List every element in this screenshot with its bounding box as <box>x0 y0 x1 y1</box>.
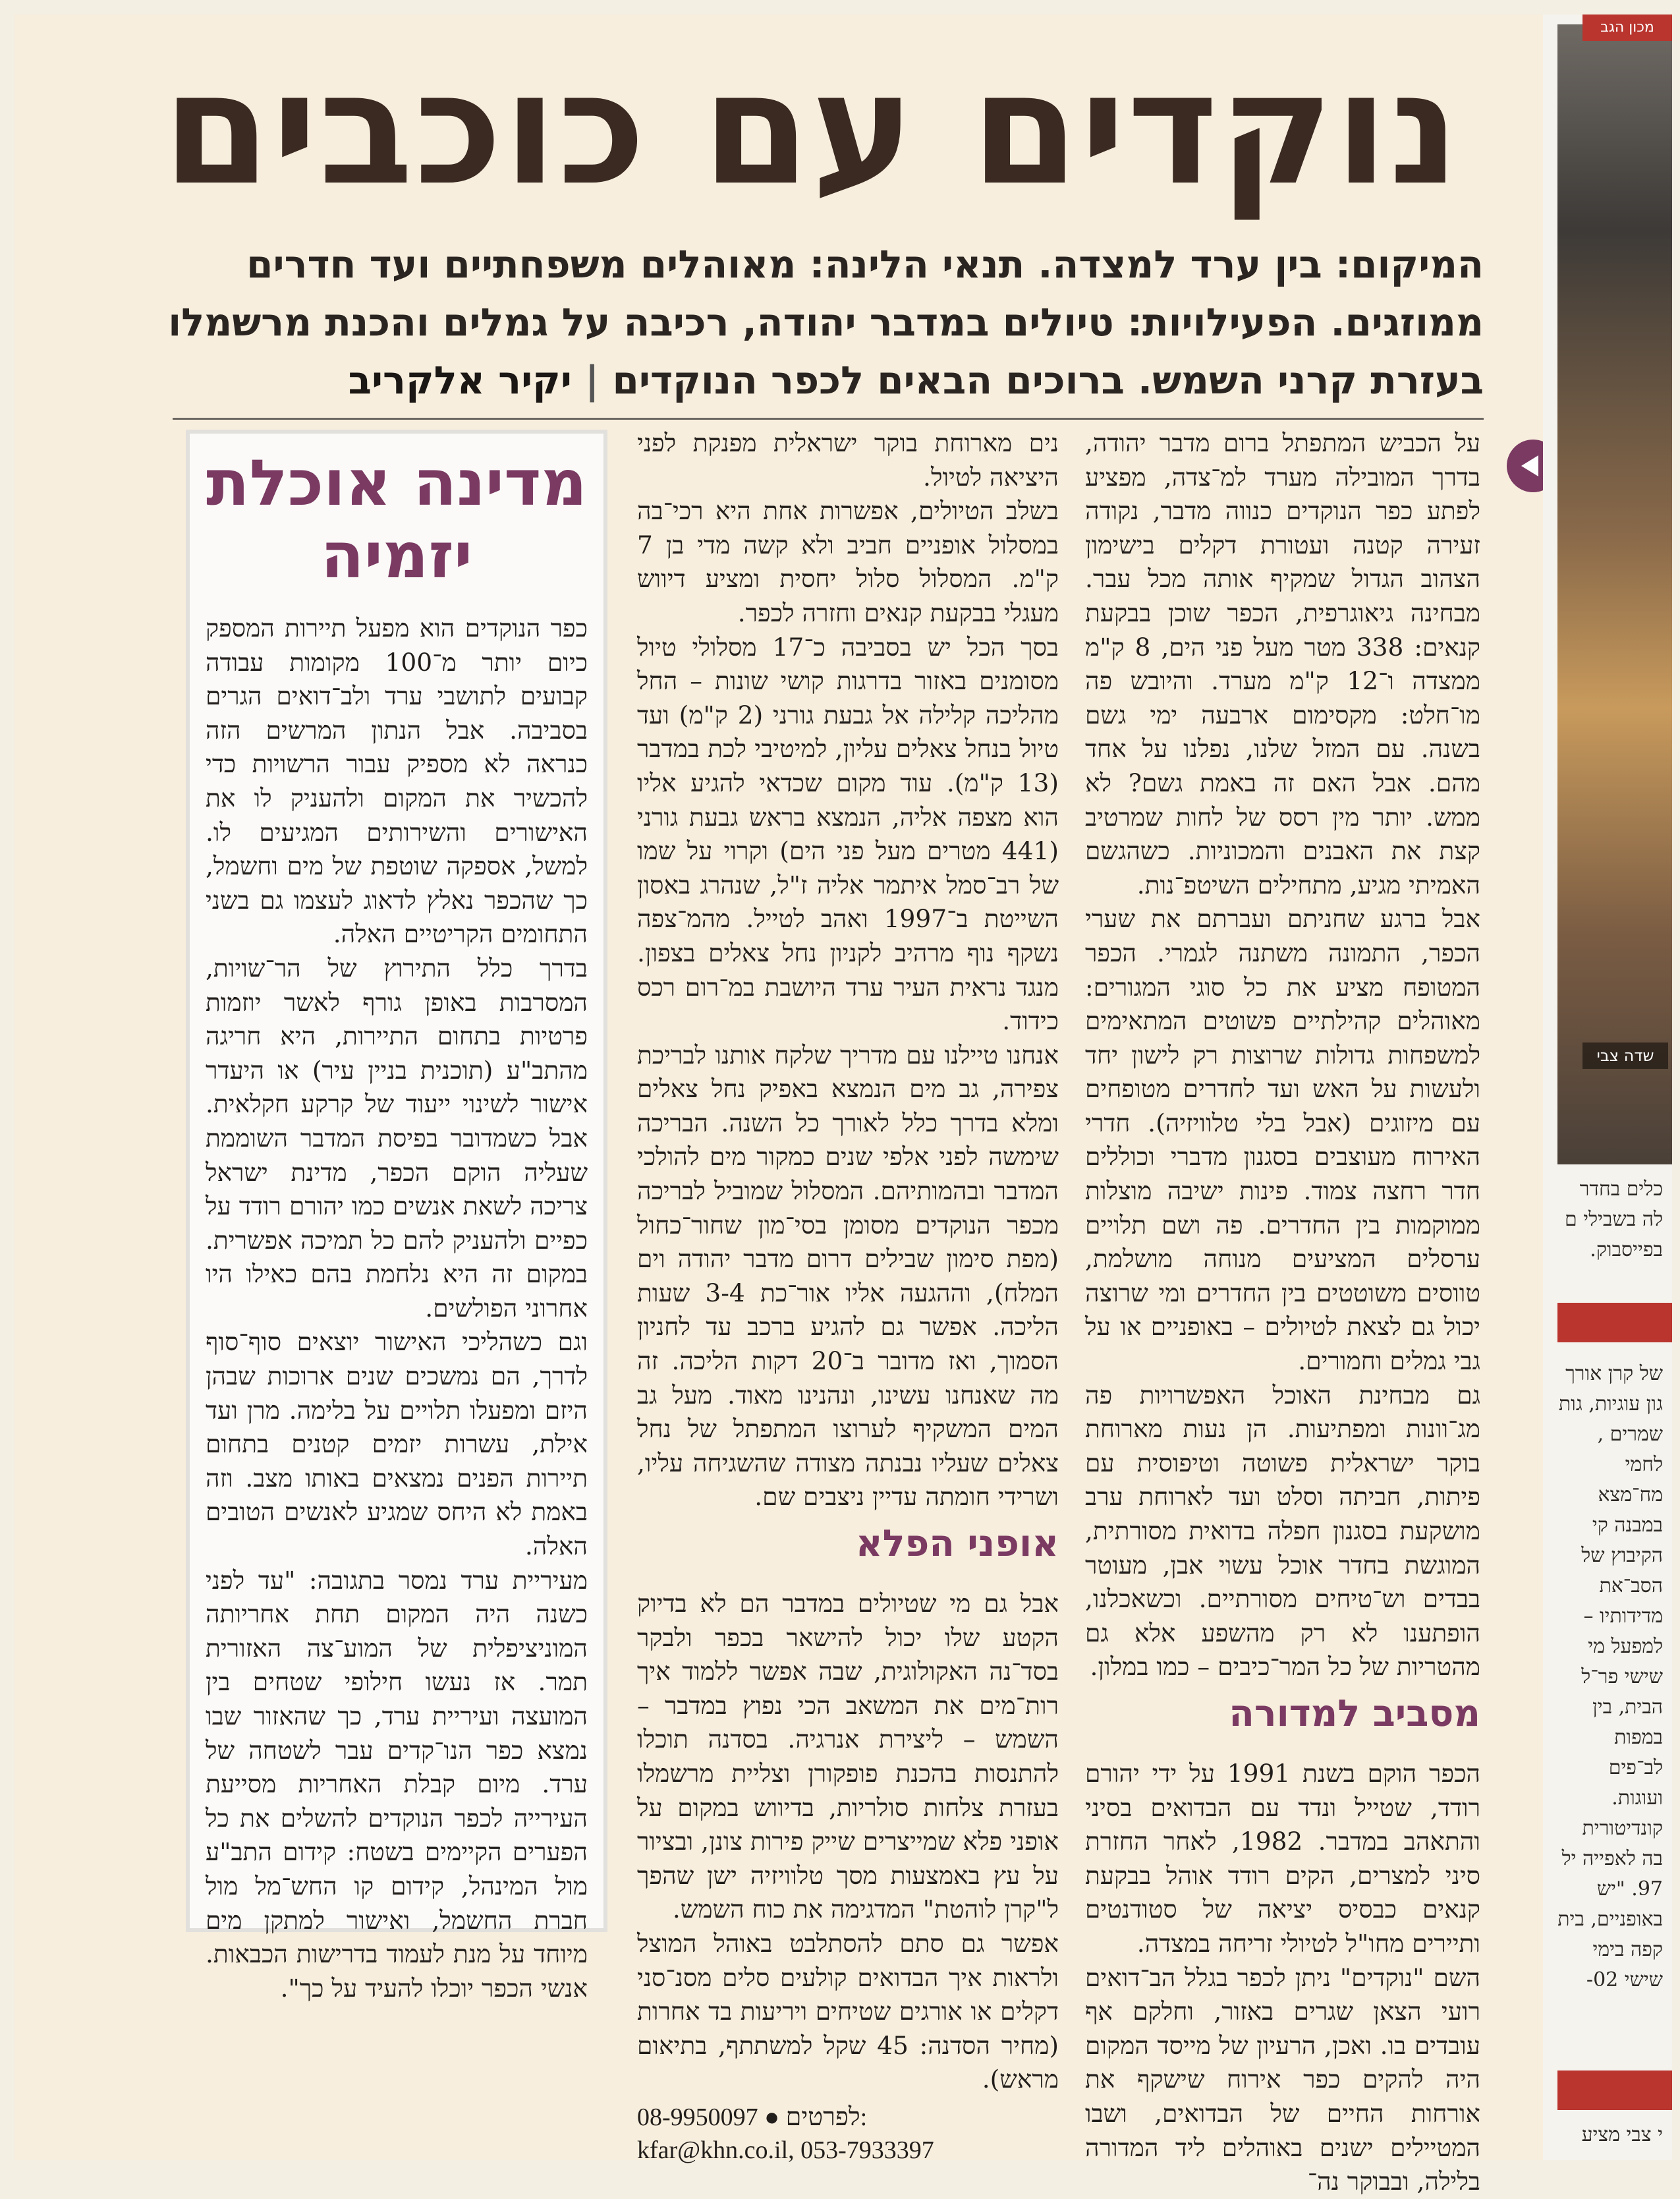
paragraph: מעיריית ערד נמסר בתגובה: "עד לפני כשנה היה המקום תחת אחריותה המוניציפלית של המוע־צה האזורית תמר. אז נעשו חילופי שטחים בין המועצה ועיריית ערד, כך שהאזור שבו נמצא כפר הנו־קדים עבר לשטחה של ערד. מיום קבלת האחריות מסייעת העירייה לכפר הנוקדים להשלים את כל הפערים הקיימים בשטח: קידום התב"ע מול המינהל, קידום קו החש־מל מול חברת החשמל, ואישור למתקן מים מיוחד על מנת לעמוד בדרישות הכבאות. אנשי הכפר יוכלו להעיד על כך". <box>206 1565 588 2003</box>
photo <box>1557 24 1672 1164</box>
phone-2: 053-7933397 <box>800 2136 934 2164</box>
subhead: אופני הפלא <box>855 1522 1059 1565</box>
paragraph: בסך הכל יש בסביבה כ־17 מסלולי טיול מסומנים באזור בדרגות קושי שונות – החל מהליכה קלילה אל גבעת גורני (2 ק"מ) ועד טיול בנחל צאלים עליון, למיטיבי לכת במדבר (13 ק"מ). עוד מקום שכדאי להגיע אליו הוא מצפה אליה, הנמצא בראש גבעת גורני (441 מטרים מעל פני הים) וקרוי על שמו של רב־סמל איתמר אליה ז"ל, שנהרג באסון השייטת ב־1997 ואהב לטייל. מהמ־צפה נשקף נוף מרהיב לקניון נחל צאלים בצפון. מנגד נראית העיר ערד היושבת במ־רום רכס כידוד. <box>637 632 1059 1036</box>
paragraph: כפר הנוקדים הוא מפעל תיירות המספק כיום יותר מ־100 מקומות עבודה קבועים לתושבי ערד ולב־דואים הגרים בסביבה. אבל הנתון המרשים הזה כנראה לא מספיק עבור הרשויות כדי להכשיר את המקום ולהעניק לו את האישורים והשירותים המגיעים לו. למשל, אספקה שוטפת של מים וחשמל, כך שהכפר נאלץ לדאוג לעצמו גם בשני התחומים הקריטיים האלה. <box>206 614 588 949</box>
paragraph: אבל גם מי שטיולים במדבר הם לא בדיוק הקטע שלו יכול להישאר בכפר ולבקר בסד־נה האקולוגית, שבה אפשר ללמוד איך רות־מים את המשאב הכי נפוץ במדבר – השמש – ליצירת אנרגיה. בסדנה תוכלו להתנסות בהכנת פופקורן וצליית מרשמלו בעזרת צלחות סולריות, בדיווש במקום על אופני פלא שמייצרים שייק פירות צונן, ובציור על עץ באמצעות מסך טלוויזיה ישן שהפך ל"קרן לוהטת" המדגימה את כוח השמש. <box>637 1589 1059 1924</box>
divider <box>173 418 1484 420</box>
paragraph: אבל ברגע שחניתם ועברתם את שערי הכפר, התמונה משתנה לגמרי. הכפר המטופח מציע את כל סוגי המגורים: מאוהלים קהילתיים פשוטים המתאימים למשפחות גדולות שרוצות רק לישון יחד ולעשות על האש ועד לחדרים מטופחים עם מיזוגים (אבל בלי טלוויזיה). חדרי האירוח מעוצבים בסגנון מדברי וכוללים חדר רחצה צמוד. פינות ישיבה מוצלות ממוקמות בין החדרים. פה ושם תלויים ערסלים המציעים מנוחה מושלמת, טווסים משוטטים בין החדרים ומי שרוצה יכול גם לצאת לטיולים – באופניים או על גבי גמלים וחמורים. <box>1085 904 1480 1376</box>
deck-separator: | <box>585 358 600 403</box>
deck-text: המיקום: בין ערד למצדה. תנאי הלינה: מאוהלים משפחתיים ועד חדרים ממוזגים. הפעילויות: טיולים במדבר יהודה, רכיבה על גמלים והכנת מרשמלו בעזרת קרני השמש. ברוכים הבאים לכפר הנוקדים <box>168 242 1484 403</box>
deck <box>166 235 1484 409</box>
strip-text: של קרן אורך גון עוגיות, גות שמרים , לחמי מח־מצא במבנה קי הקיבוץ של הסב־את מדידותיו – למפעל מי שישי פר־ל הבית, בין במפות לב־פים ועוגות. קונדיטורית בה לאפייה יל 97. "יש באופניים, בית קפה בימי שישי 02- <box>1557 1362 1663 1991</box>
strip-text: כלים בחדר לה בשבילי ם בפייסבוק. <box>1564 1178 1663 1261</box>
paragraph: בדרך כלל התירוץ של הר־שויות, המסרבות באופן גורף לאשר יוזמות פרטיות בתחום התיירות, היא חריגה מהתב"ע (תוכנית בניין עיר) או היעדר אישור לשינוי ייעוד של קרקע חקלאית. אבל כשמדובר בפיסת המדבר השוממת שעליה הוקם הכפר, מדינת ישראל צריכה לשאת אנשים כמו יהורם רודד על כפיים ולהעניק להם כל תמיכה אפשרית. במקום זה היא נלחמת בהם כאילו היו אחרוני הפולשים. <box>206 953 588 1323</box>
red-bar <box>1557 1303 1672 1342</box>
photo-credit: שדה צבי <box>1582 1042 1668 1069</box>
strip-text: י צבי מציע <box>1581 2123 1663 2146</box>
byline: יקיר אלקריב <box>348 358 572 403</box>
contact-info: 08-9950097 ● לפרטים: kfar@khn.co.il, 053-7933397 <box>637 2103 934 2164</box>
paragraph: אנחנו טיילנו עם מדריך שלקח אותנו לבריכת צפירה, גב מים הנמצא באפיק נחל צאלים ומלא בדרך כלל לאורך כל השנה. הבריכה שימשה לפני אלפי שנים כמקור מים להולכי המדבר ובהמותיהם. המסלול שמוביל לבריכה מכפר הנוקדים מסומן בסי־מון שחור־כחול (מפת סימון שבילים דרום מדבר יהודה וים המלח), וההגעה אליו אור־כת 3-4 שעות הליכה. אפשר גם להגיע ברכב עד לחניון הסמוך, ואז מדובר ב־20 דקות הליכה. זה מה שאנחנו עשינו, ונהנינו מאוד. מעל גב המים המשקיף לערוצו המתפתל של נחל צאלים שעליו נבנתה מצודה שהשגיחה עליו, ושרידי חומתה עדיין ניצבים שם. <box>637 1040 1059 1512</box>
email: kfar@khn.co.il <box>637 2136 789 2164</box>
phone-1: 08-9950097 <box>637 2103 758 2131</box>
paragraph: הכפר הוקם בשנת 1991 על ידי יהורם רודד, שטייל ונדד עם הבדואים בסיני והתאהב במדבר. 1982, לאחר החזרת סיני למצרים, הקים רודד אוהל בבקעת קנאים כבסיס יציאה של סטודנטים ותיירים מחו"ל לטיולי זריחה במצדה. <box>1085 1758 1480 1958</box>
article <box>14 14 1543 2196</box>
column-1 <box>1085 426 1480 2199</box>
section-tag: מכון הגב <box>1582 14 1672 41</box>
paragraph: על הכביש המתפתל ברום מדבר יהודה, בדרך המובילה מערד למ־צדה, מפציע לפתע כפר הנוקדים כנווה מדבר, נקודה זעירה קטנה ועטורת דקלים בישימון הצהוב הגדול שמקיף אותה מכל עבר. מבחינה גיאוגרפית, הכפר שוכן בבקעת קנאים: 338 מטר מעל פני הים, 8 ק"מ ממצדה ו־12 ק"מ מערד. והיובש פה מו־חלט: מקסימום ארבעה ימי גשם בשנה. עם המזל שלנו, נפלנו על אחד מהם. אבל האם זה באמת גשם? לא ממש. יותר מין רסס של לחות שמרטיב קצת את האבנים והמכוניות. כשהגשם האמיתי מגיע, מתחילים השיטפ־נות. <box>1085 428 1480 900</box>
paragraph: גם מבחינת האוכל האפשרויות פה מג־וונות ומפתיעות. הן נעות מארוחת בוקר ישראלית פשוטה וטיפוסית עם פיתות, חביתה וסלט ועד לארוחת ערב מושקעת בסגנון חפלה בדואית מסורתית, המוגשת בחדר אוכל עשוי אבן, מעוטר בבדים וש־טיחים מסורתיים. וכשאכלנו, הופתענו לא רק מהשפע אלא גם מהטריות של כל המר־כיבים – כמו במלון. <box>1085 1380 1480 1682</box>
box-title: מדינה אוכלת יזמיה <box>206 446 587 592</box>
subhead: מסביב למדורה <box>1229 1692 1480 1735</box>
adjacent-page-strip <box>1543 14 1672 2160</box>
column-2 <box>637 426 1059 2167</box>
red-bar <box>1557 2070 1672 2110</box>
paragraph: נים מארוחת בוקר ישראלית מפנקת לפני היציאה לטיול. <box>637 428 1059 492</box>
paragraph: וגם כשהליכי האישור יוצאים סוף־סוף לדרך, הם נמשכים שנים ארוכות שבהן היזם ומפעלו תלויים על בלימה. מרן ועד אילת, עשרות יזמים קטנים בתחום תיירות הפנים נמצאים באותו מצב. וזה באמת לא היחס שמגיע לאנשים הטובים האלה. <box>206 1327 588 1561</box>
newspaper-page <box>14 14 1672 2196</box>
contact-label: ● לפרטים: <box>764 2103 868 2131</box>
headline: נוקדים עם כוכבים <box>163 40 1461 219</box>
paragraph: בשלב הטיולים, אפשרות אחת היא רכי־בה במסלול אופניים חביב ולא קשה מדי בן 7 ק"מ. המסלול סלול יחסית ומציע דיווש מעגלי בבקעת קנאים וחזרה לכפר. <box>637 496 1059 627</box>
paragraph: השם "נוקדים" ניתן לכפר בגלל הב־דואים רועי הצאן שגרים באזור, וחלקם אף עובדים בו. ואכן, הרעיון של מייסד המקום היה להקים כפר אירוח שישקף את אורחות החיים של הבדואים, ושבו המטיילים ישנים באוהלים ליד המדורה בלילה, ובבוקר נה־ <box>1085 1962 1480 2196</box>
sidebar-box <box>186 430 607 2003</box>
paragraph: אפשר גם סתם להסתלבט באוהל המוצל ולראות איך הבדואים קולעים סלים מסנ־סני דקלים או אורגים שטיחים ויריעות בד אחרות (מחיר הסדנה: 45 שקל למשתתף, בתיאום מראש). <box>637 1928 1059 2094</box>
